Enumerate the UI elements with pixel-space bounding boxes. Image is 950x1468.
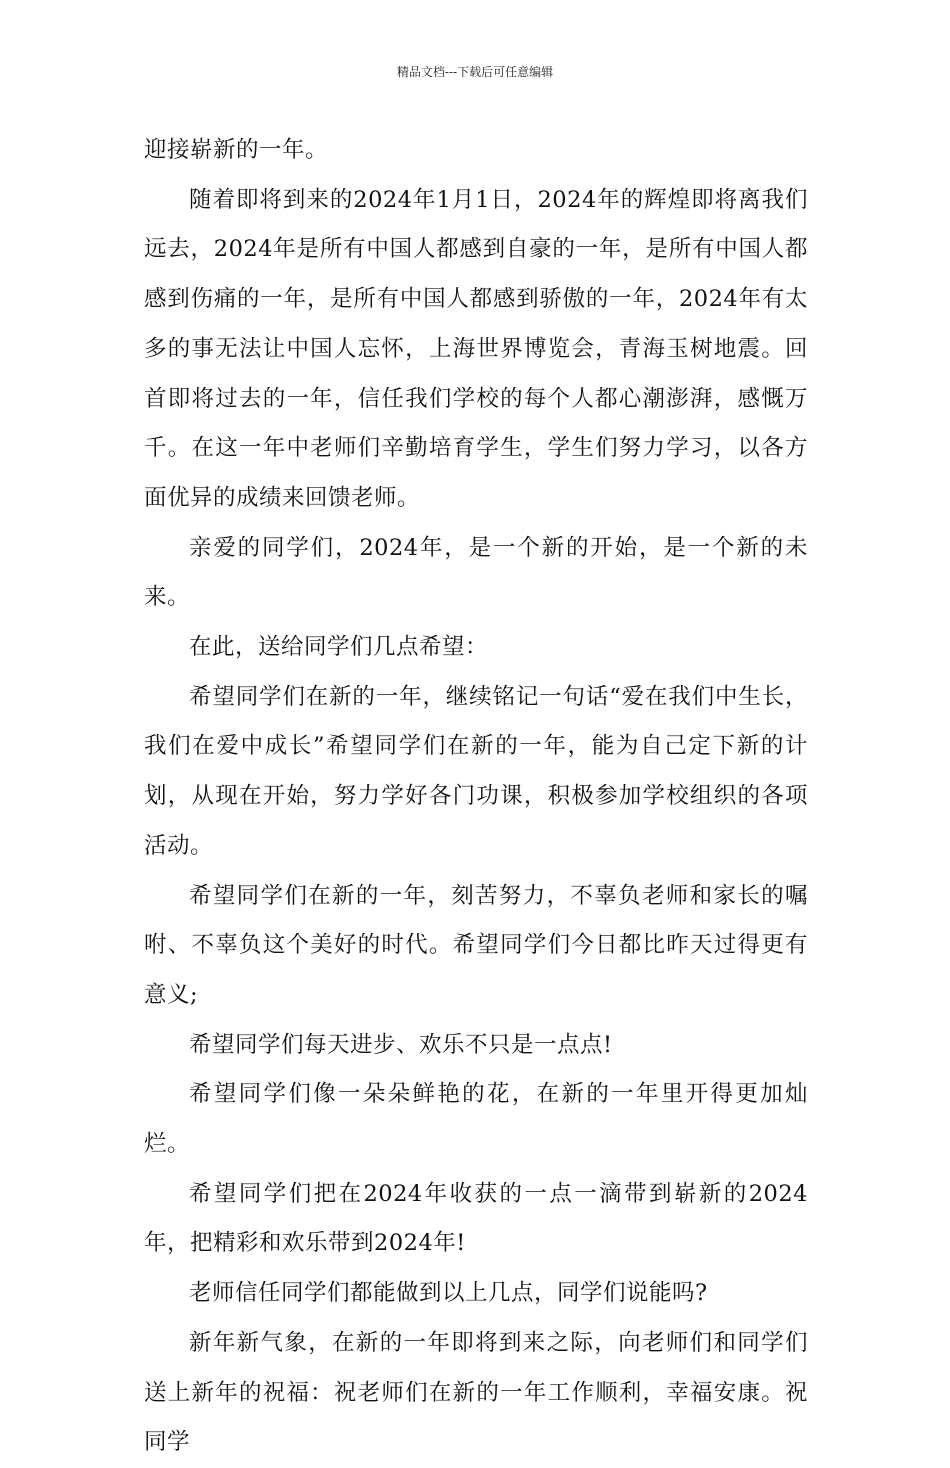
paragraph-11: 新年新气象，在新的一年即将到来之际，向老师们和同学们送上新年的祝福：祝老师们在新的一年工作顺利，幸福安康。祝同学 — [144, 1329, 808, 1456]
paragraph-1: 迎接崭新的一年。 — [144, 137, 329, 163]
paragraph-3: 亲爱的同学们，2024年，是一个新的开始，是一个新的未来。 — [144, 534, 808, 611]
paragraph-7: 希望同学们每天进步、欢乐不只是一点点! — [189, 1031, 613, 1058]
paragraph-6: 希望同学们在新的一年，刻苦努力，不辜负老师和家长的嘱咐、不辜负这个美好的时代。希望同学们今日都比昨天过得更有意义; — [144, 882, 808, 1008]
paragraph-10: 老师信任同学们都能做到以上几点，同学们说能吗? — [189, 1280, 708, 1307]
paragraph-8: 希望同学们像一朵朵鲜艳的花，在新的一年里开得更加灿烂。 — [144, 1081, 808, 1158]
page-header: 精品文档---下载后可任意编辑 — [396, 65, 554, 79]
paragraph-2: 随着即将到来的2024年1月1日，2024年的辉煌即将离我们远去，2024年是所有中国人都感到自豪的一年，是所有中国人都感到伤痛的一年，是所有中国人都感到骄傲的一年，2024年有太多的事无法让中国人忘怀，上海世界博览会，青海玉树地震。回首即将过去的一年，信任我们学校的每个人都心潮澎湃，感慨万千。在这一年中老师们辛勤培育学生，学生们努力学习，以各方面优异的成绩来回馈老师。 — [144, 186, 808, 511]
paragraph-5: 希望同学们在新的一年，继续铭记一句话“爱在我们中生长，我们在爱中成长”希望同学们在新的一年，能为自己定下新的计划，从现在开始，努力学好各门功课，积极参加学校组织的各项活动。 — [144, 683, 808, 859]
document-body — [144, 126, 808, 1468]
paragraph-9: 希望同学们把在2024年收获的一点一滴带到崭新的2024年，把精彩和欢乐带到2024年! — [144, 1180, 808, 1257]
paragraph-4: 在此，送给同学们几点希望： — [189, 634, 489, 661]
